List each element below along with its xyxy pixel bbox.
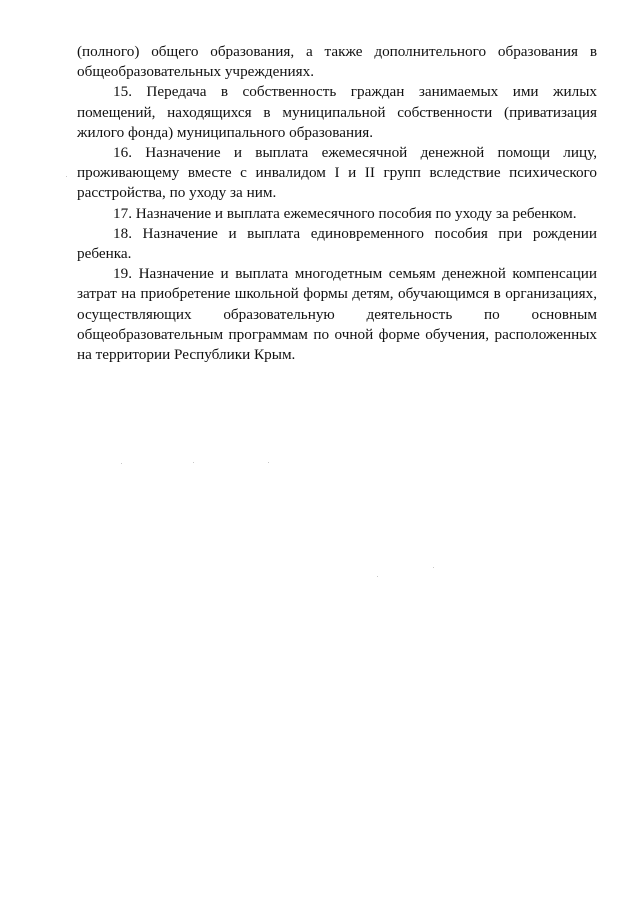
scan-artifact [433, 567, 434, 568]
paragraph-item-19: 19. Назначение и выплата многодетным семьям денежной компенсации затрат на приобретение школьной формы детям, обучающимся в организациях, осуществляющих образовательную деятельность по основным общеобразовательным программам по очной форме обучения, расположенных на территории Республики Крым. [77, 265, 597, 364]
scan-artifact [377, 576, 378, 577]
scan-artifact [268, 462, 269, 463]
paragraph-item-16: 16. Назначение и выплата ежемесячной денежной помощи лицу, проживающему вместе с инвалидом I и II групп вследствие психического расстройства, по уходу за ним. [77, 144, 597, 202]
scan-artifact [121, 463, 122, 464]
document-body [77, 42, 597, 365]
scan-artifact [193, 462, 194, 463]
paragraph-item-18: 18. Назначение и выплата единовременного пособия при рождении ребенка. [77, 224, 597, 263]
paragraph-item-17: 17. Назначение и выплата ежемесячного пособия по уходу за ребенком. [113, 204, 577, 222]
paragraph-item-15: 15. Передача в собственность граждан занимаемых ими жилых помещений, находящихся в муниципальной собственности (приватизация жилого фонда) муниципального образования. [77, 83, 597, 141]
paragraph-continuation: (полного) общего образования, а также дополнительного образования в общеобразовательных учреждениях. [77, 43, 597, 81]
scan-artifact [66, 176, 67, 177]
